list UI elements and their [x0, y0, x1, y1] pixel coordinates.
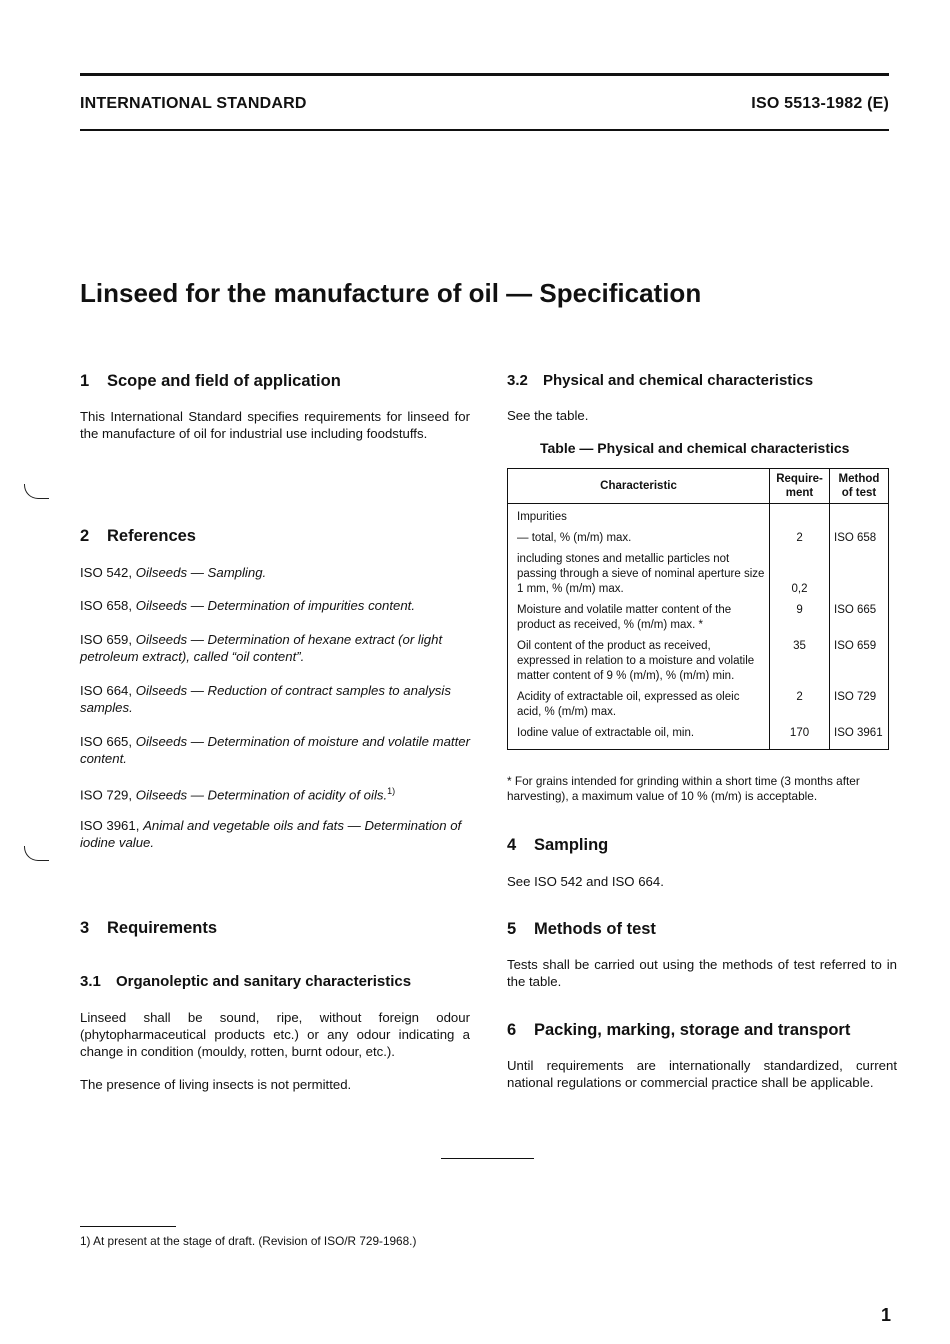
section-number: 3: [80, 919, 90, 937]
reference-code: ISO 659,: [80, 632, 133, 647]
footnote-marker: 1): [387, 786, 396, 796]
table-row: [508, 504, 889, 528]
table-row: [508, 635, 889, 686]
section-4-body: See ISO 542 and ISO 664.: [507, 874, 664, 889]
reference-title: Oilseeds — Determination of impurities content.: [135, 598, 415, 613]
section-number: 1: [80, 372, 90, 390]
cell-requirement: 9: [770, 599, 830, 635]
cell-requirement: 2: [770, 527, 830, 548]
margin-mark: [24, 484, 49, 499]
cell-method: ISO 658: [830, 527, 889, 548]
section-3-1-body: Linseed shall be sound, ripe, without foreign odour (phytopharmaceutical products etc.) or any odour indicating a change in condition (mouldy, rotten, burnt odour, etc.).: [80, 1010, 470, 1059]
cell-requirement: 0,2: [770, 548, 830, 599]
cell-method: ISO 729: [830, 686, 889, 722]
footnote-rule: [80, 1226, 176, 1227]
cell-characteristic: — total, % (m/m) max.: [508, 527, 770, 548]
section-5-body: Tests shall be carried out using the methods of test referred to in the table.: [507, 957, 897, 989]
section-6-heading: [507, 1021, 897, 1040]
section-2-heading: [80, 527, 470, 546]
reference-item: [80, 564, 470, 581]
table-row: [508, 527, 889, 548]
reference-code: ISO 665,: [80, 734, 133, 749]
column-header-characteristic: Characteristic: [508, 469, 770, 504]
section-number: 3.1: [80, 973, 101, 990]
section-title: Scope and field of application: [107, 372, 341, 390]
section-title: Requirements: [107, 919, 218, 937]
cell-requirement: [770, 504, 830, 528]
table-footnote: * For grains intended for grinding within a short time (3 months after harvesting), a maximum value of 10 % (m/m) is acceptable.: [507, 774, 860, 803]
cell-characteristic: Iodine value of extractable oil, min.: [508, 722, 770, 750]
section-3-2-heading: [507, 372, 897, 389]
page-title: Linseed for the manufacture of oil — Specification: [80, 278, 702, 308]
section-4-heading: [507, 836, 897, 855]
header-top-rule: [80, 73, 889, 76]
reference-item: [80, 733, 470, 767]
section-3-2-body: See the table.: [507, 408, 589, 423]
cell-characteristic: Impurities: [508, 504, 770, 528]
reference-title: Animal and vegetable oils and fats — Determination of iodine value.: [80, 818, 462, 850]
section-title: Methods of test: [534, 920, 656, 938]
page-number: 1: [881, 1305, 892, 1325]
section-title: Packing, marking, storage and transport: [534, 1021, 851, 1039]
characteristics-table: [507, 468, 889, 750]
table-caption: Table — Physical and chemical characteristics: [540, 440, 850, 456]
reference-title: Oilseeds — Sampling.: [135, 565, 267, 580]
cell-method: [830, 504, 889, 528]
section-5-heading: [507, 920, 897, 939]
reference-code: ISO 664,: [80, 683, 133, 698]
reference-code: ISO 3961,: [80, 818, 140, 833]
table-header-row: [508, 469, 889, 504]
section-number: 3.2: [507, 372, 528, 389]
section-number: 4: [507, 836, 517, 854]
header-bottom-rule: [80, 129, 889, 131]
cell-characteristic: Moisture and volatile matter content of the product as received, % (m/m) max. *: [508, 599, 770, 635]
reference-item: [80, 817, 470, 851]
reference-title: Oilseeds — Determination of moisture and volatile matter content.: [80, 734, 470, 766]
reference-item: [80, 783, 470, 803]
reference-title: Oilseeds — Determination of acidity of oils.: [135, 787, 388, 803]
reference-code: ISO 729,: [80, 787, 133, 803]
table-row: [508, 722, 889, 750]
cell-method: [830, 548, 889, 599]
section-3-1-heading: [80, 973, 470, 990]
section-1-body: This International Standard specifies requirements for linseed for the manufacture of oil for industrial use including foodstuffs.: [80, 409, 470, 441]
section-number: 5: [507, 920, 517, 938]
header-left: INTERNATIONAL STANDARD: [80, 95, 307, 112]
section-title: Sampling: [534, 836, 609, 854]
cell-requirement: 170: [770, 722, 830, 750]
cell-requirement: 35: [770, 635, 830, 686]
reference-title: Oilseeds — Determination of hexane extract (or light petroleum extract), called “oil content”.: [80, 632, 443, 664]
cell-method: ISO 3961: [830, 722, 889, 750]
cell-characteristic: including stones and metallic particles not passing through a sieve of nominal aperture size 1 mm, % (m/m) max.: [508, 548, 770, 599]
section-title: Physical and chemical characteristics: [543, 372, 814, 389]
table-row: [508, 686, 889, 722]
section-number: 2: [80, 527, 90, 545]
margin-mark: [24, 846, 49, 861]
cell-requirement: 2: [770, 686, 830, 722]
section-number: 6: [507, 1021, 517, 1039]
column-header-method: Method of test: [830, 469, 889, 504]
end-separator: [441, 1158, 534, 1159]
reference-item: [80, 631, 470, 665]
section-6-body: Until requirements are internationally standardized, current national regulations or commercial practice shall be applicable.: [507, 1058, 897, 1090]
reference-code: ISO 658,: [80, 598, 133, 613]
table-row: [508, 599, 889, 635]
section-title: References: [107, 527, 196, 545]
cell-characteristic: Acidity of extractable oil, expressed as oleic acid, % (m/m) max.: [508, 686, 770, 722]
reference-code: ISO 542,: [80, 565, 133, 580]
section-3-1-body-2: The presence of living insects is not permitted.: [80, 1077, 352, 1092]
cell-method: ISO 659: [830, 635, 889, 686]
column-header-requirement: Require- ment: [770, 469, 830, 504]
section-3-heading: [80, 919, 470, 938]
cell-method: ISO 665: [830, 599, 889, 635]
reference-title: Oilseeds — Reduction of contract samples to analysis samples.: [80, 683, 451, 715]
section-1-heading: [80, 372, 470, 391]
header-right: ISO 5513-1982 (E): [751, 95, 889, 112]
reference-item: [80, 682, 470, 716]
table-row: [508, 548, 889, 599]
cell-characteristic: Oil content of the product as received, expressed in relation to a moisture and volatile matter content of 9 % (m/m), % (m/m) min.: [508, 635, 770, 686]
section-title: Organoleptic and sanitary characteristics: [116, 973, 412, 990]
reference-item: [80, 597, 470, 614]
footnote: 1) At present at the stage of draft. (Revision of ISO/R 729-1968.): [80, 1234, 417, 1248]
